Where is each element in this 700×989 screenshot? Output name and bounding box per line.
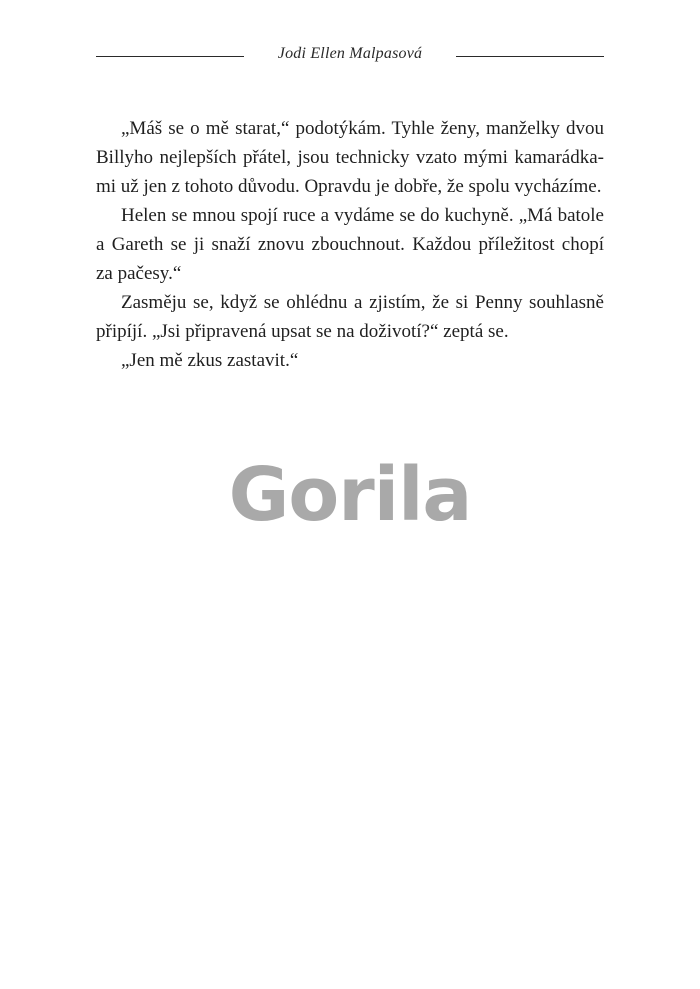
author-name: Jodi Ellen Malpasová <box>277 45 423 62</box>
paragraph <box>96 114 604 201</box>
text-line: mi už jen z tohoto důvodu. Opravdu je dobře, že spolu vycházíme. <box>96 176 602 197</box>
text-line: Zasměju se, když se ohlédnu a zjistím, že si Penny souhlasně <box>121 292 604 313</box>
paragraph <box>96 346 604 375</box>
paragraph <box>96 288 604 346</box>
publisher-watermark: Gorila <box>228 452 472 538</box>
text-line: připíjí. „Jsi připravená upsat se na doživotí?“ zeptá se. <box>96 321 509 342</box>
header-rule-left <box>96 56 244 57</box>
text-line: a Gareth se ji snaží znovu zbouchnout. Každou příležitost chopí <box>96 234 604 255</box>
text-line: Helen se mnou spojí ruce a vydáme se do kuchyně. „Má batole <box>121 205 604 226</box>
running-head <box>96 44 604 70</box>
text-line: „Jen mě zkus zastavit.“ <box>121 350 299 371</box>
text-line: Billyho nejlepších přátel, jsou technicky vzato mými kamarádka- <box>96 147 604 168</box>
paragraph <box>96 201 604 288</box>
body-text <box>96 114 604 375</box>
text-line: „Máš se o mě starat,“ podotýkám. Tyhle ženy, manželky dvou <box>121 118 604 139</box>
header-rule-right <box>456 56 604 57</box>
text-line: za pačesy.“ <box>96 263 182 284</box>
